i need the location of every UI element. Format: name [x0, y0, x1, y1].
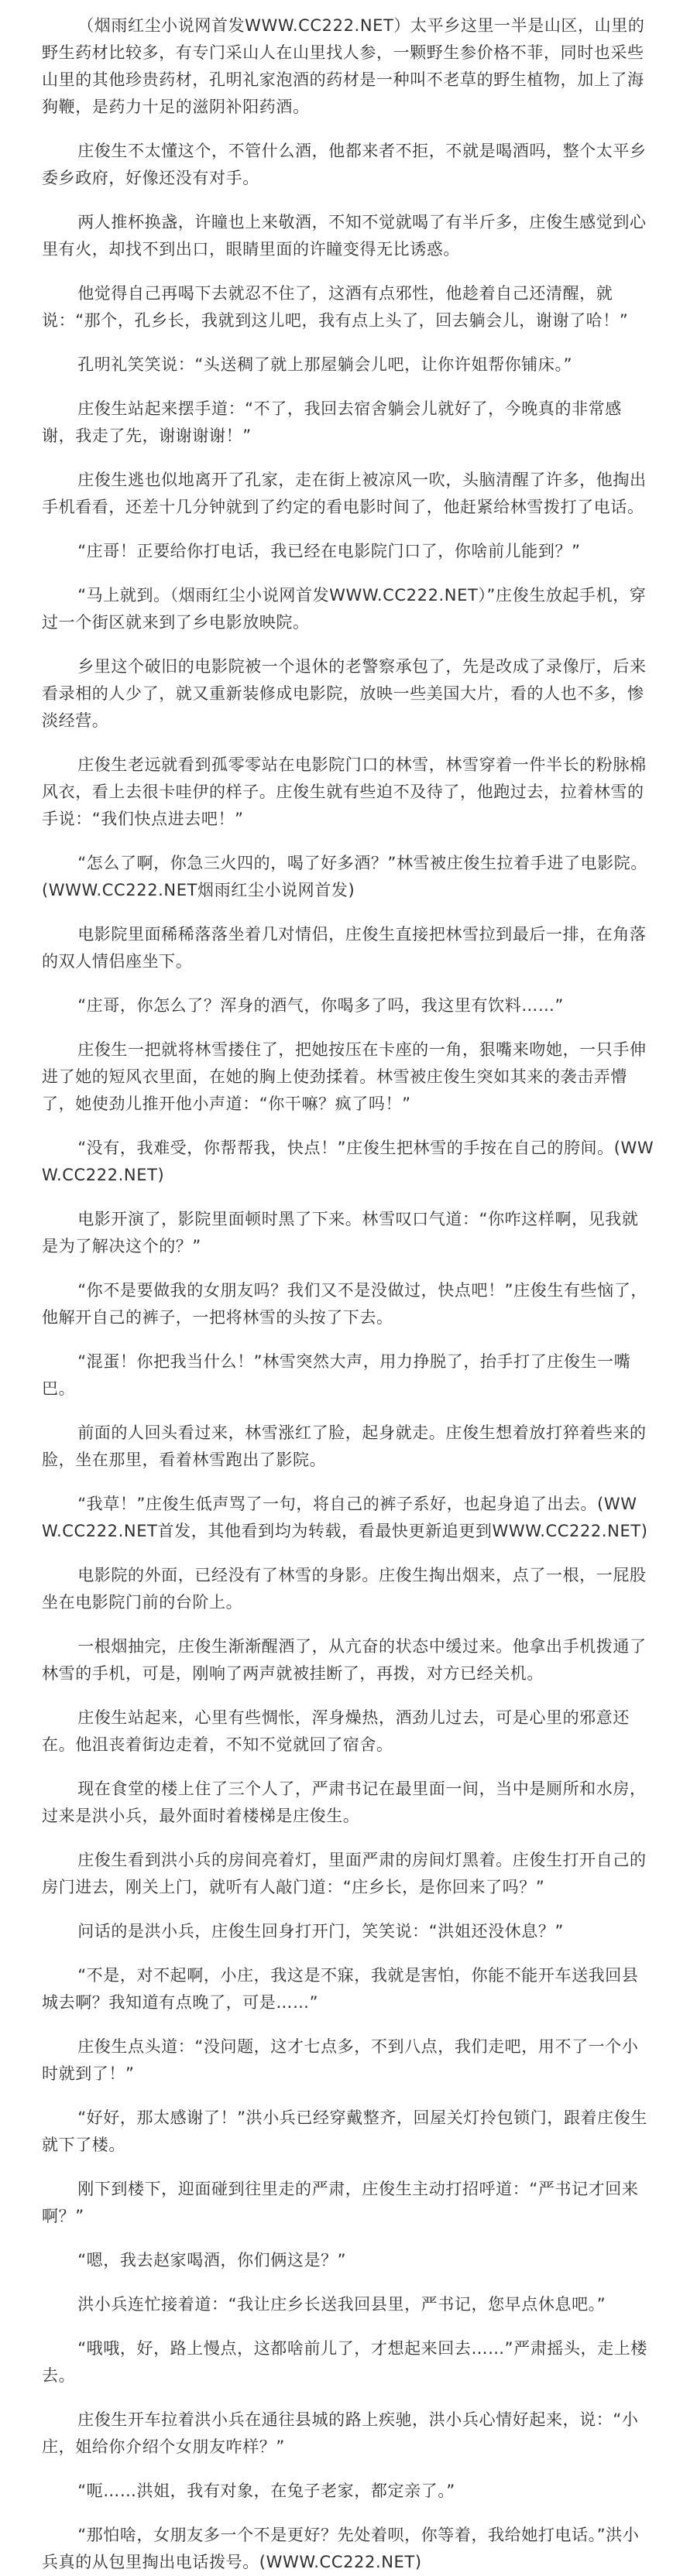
paragraph: 庄俊生不太懂这个，不管什么酒，他都来者不拒，不就是喝酒吗，整个太平乡委乡政府，好像还没有对手。 [42, 142, 647, 187]
paragraph: “那怕啥，女朋友多一个不是更好？先处着呗，你等着，我给她打电话。”洪小兵真的从包里掏出电话拨号。(WWW.CC222.NET) [42, 2526, 640, 2571]
paragraph: 电影院里面稀稀落落坐着几对情侣，庄俊生直接把林雪拉到最后一排，在角落的双人情侣座坐下。 [42, 925, 647, 971]
paragraph: 刚下到楼下，迎面碰到往里走的严肃，庄俊生主动打招呼道：“严书记才回来啊？” [42, 2180, 639, 2225]
paragraph: 问话的是洪小兵，庄俊生回身打开门，笑笑说：“洪姐还没休息？” [77, 1922, 564, 1941]
paragraph: 一根烟抽完，庄俊生渐渐醒酒了，从亢奋的状态中缓过来。他拿出手机拨通了林雪的手机，可是，刚响了两声就被挂断了，再拨，对方已经关机。 [42, 1637, 647, 1683]
paragraph: 庄俊生看到洪小兵的房间亮着灯，里面严肃的房间灯黑着。庄俊生打开自己的房门进去，刚关上门，就听有人敲门道：“庄乡长，是你回来了吗？” [42, 1851, 647, 1896]
paragraph: 孔明礼笑笑说：“头送稠了就上那屋躺会儿吧，让你许姐帮你铺床。” [77, 355, 573, 374]
paragraph: （烟雨红尘小说网首发WWW.CC222.NET）太平乡这里一半是山区，山里的野生药材比较多，有专门采山人在山里找人参，一颗野生参价格不菲，同时也采些山里的其他珍贵药材，孔明礼家泡酒的药材是一种叫不老草的野生植物，加上了海狗鞭，是药力十足的滋阴补阳药酒。 [42, 16, 645, 116]
paragraph: “呃……洪姐，我有对象，在兔子老家，都定亲了。” [77, 2482, 455, 2500]
paragraph: 电影开演了，影院里面顿时黑了下来。林雪叹口气道：“你咋这样啊，见我就是为了解决这个的？” [42, 1210, 639, 1255]
paragraph: 庄俊生开车拉着洪小兵在通往县城的路上疾驰，洪小兵心情好起来，说：“小庄，姐给你介绍个女朋友咋样？” [42, 2410, 639, 2456]
paragraph: 庄俊生点头道：“没问题，这才七点多，不到八点，我们走吧，用不了一个小时就到了！” [42, 2037, 639, 2083]
paragraph: “我草！”庄俊生低声骂了一句，将自己的裤子系好，也起身追了出去。(WWW.CC222.NET首发，其他看到均为转载，看最快更新追更到WWW.CC222.NET) [42, 1495, 648, 1540]
paragraph: “不是，对不起啊，小庄，我这是不寐，我就是害怕，你能不能开车送我回县城去啊？我知道有点晚了，可是……” [42, 1966, 639, 2012]
paragraph: “庄哥！正要给你打电话，我已经在电影院门口了，你啥前儿能到？” [77, 542, 581, 560]
paragraph: 两人推杯换盏，许瞳也上来敬酒，不知不觉就喝了有半斤多，庄俊生感觉到心里有火，却找不到出口，眼睛里面的许瞳变得无比诱惑。 [42, 213, 647, 259]
paragraph: 乡里这个破旧的电影院被一个退休的老警察承包了，先是改成了录像厅，后来看录相的人少了，就又重新装修成电影院，放映一些美国大片，看的人也不多，惨淡经营。 [42, 657, 647, 730]
paragraph: “怎么了啊，你急三火四的，喝了好多酒？”林雪被庄俊生拉着手进了电影院。(WWW.CC222.NET烟雨红尘小说网首发) [42, 854, 647, 899]
paragraph: “哦哦，好，路上慢点，这都啥前儿了，才想起来回去……”严肃摇头，走上楼去。 [42, 2339, 647, 2385]
paragraph: 电影院的外面，已经没有了林雪的身影。庄俊生掏出烟来，点了一根，一屁股坐在电影院门前的台阶上。 [42, 1566, 647, 1612]
paragraph: “嗯，我去赵家喝酒，你们俩这是？” [77, 2251, 347, 2269]
paragraph: “庄哥，你怎么了？浑身的酒气，你喝多了吗，我这里有饮料……” [77, 996, 564, 1015]
paragraph: “混蛋！你把我当什么！”林雪突然大声，用力挣脱了，抬手打了庄俊生一嘴巴。 [42, 1352, 631, 1398]
paragraph: “没有，我难受，你帮帮我，快点！”庄俊生把林雪的手按在自己的胯间。(WWW.CC222.NET) [42, 1139, 654, 1184]
paragraph: 庄俊生一把就将林雪搂住了，把她按压在卡座的一角，狠嘴来吻她，一只手伸进了她的短风衣里面，在她的胸上使劲揉着。林雪被庄俊生突如其来的袭击弄懵了，她使劲儿推开他小声道：“你干嘛？疯了吗！” [42, 1040, 647, 1113]
paragraph: “你不是要做我的女朋友吗？我们又不是没做过，快点吧！”庄俊生有些恼了，他解开自己的裤子，一把将林雪的头按了下去。 [42, 1281, 647, 1327]
paragraph: 他觉得自己再喝下去就忍不住了，这酒有点邪性，他趁着自己还清醒，就说：“那个，孔乡长，我就到这儿吧，我有点上头了，回去躺会儿，谢谢了哈！” [42, 284, 629, 330]
paragraph: 庄俊生站起来，心里有些惆怅，浑身燥热，酒劲儿过去，可是心里的邪意还在。他沮丧着街边走着，不知不觉就回了宿舍。 [42, 1708, 630, 1754]
paragraph: 前面的人回头看过来，林雪涨红了脸，起身就走。庄俊生想着放打猝着些来的脸，坐在那里，看着林雪跑出了影院。 [42, 1423, 647, 1469]
paragraph: 庄俊生站起来摆手道：“不了，我回去宿舍躺会儿就好了，今晚真的非常感谢，我走了先，谢谢谢谢！” [42, 399, 622, 445]
paragraph: “马上就到。（烟雨红尘小说网首发WWW.CC222.NET）”庄俊生放起手机，穿过一个街区就来到了乡电影放映院。 [42, 586, 647, 632]
paragraph: 现在食堂的楼上住了三个人了，严肃书记在最里面一间，当中是厕所和水房，过来是洪小兵，最外面时着楼梯是庄俊生。 [42, 1780, 647, 1825]
paragraph: 洪小兵连忙接着道：“我让庄乡长送我回县里，严书记，您早点休息吧。” [77, 2295, 606, 2314]
paragraph: 庄俊生老远就看到孤零零站在电影院门口的林雪，林雪穿着一件半长的粉脉棉风衣，看上去很卡哇伊的样子。庄俊生就有些迫不及待了，他跑过去，拉着林雪的手说：“我们快点进去吧！” [42, 755, 647, 828]
paragraph: 庄俊生逃也似地离开了孔家，走在街上被凉风一吹，头脑清醒了许多，他掏出手机看看，还差十几分钟就到了约定的看电影时间了，他赶紧给林雪拨打了电话。 [42, 471, 647, 516]
paragraph: “好好，那太感谢了！”洪小兵已经穿戴整齐，回屋关灯拎包锁门，跟着庄俊生就下了楼。 [42, 2108, 647, 2154]
